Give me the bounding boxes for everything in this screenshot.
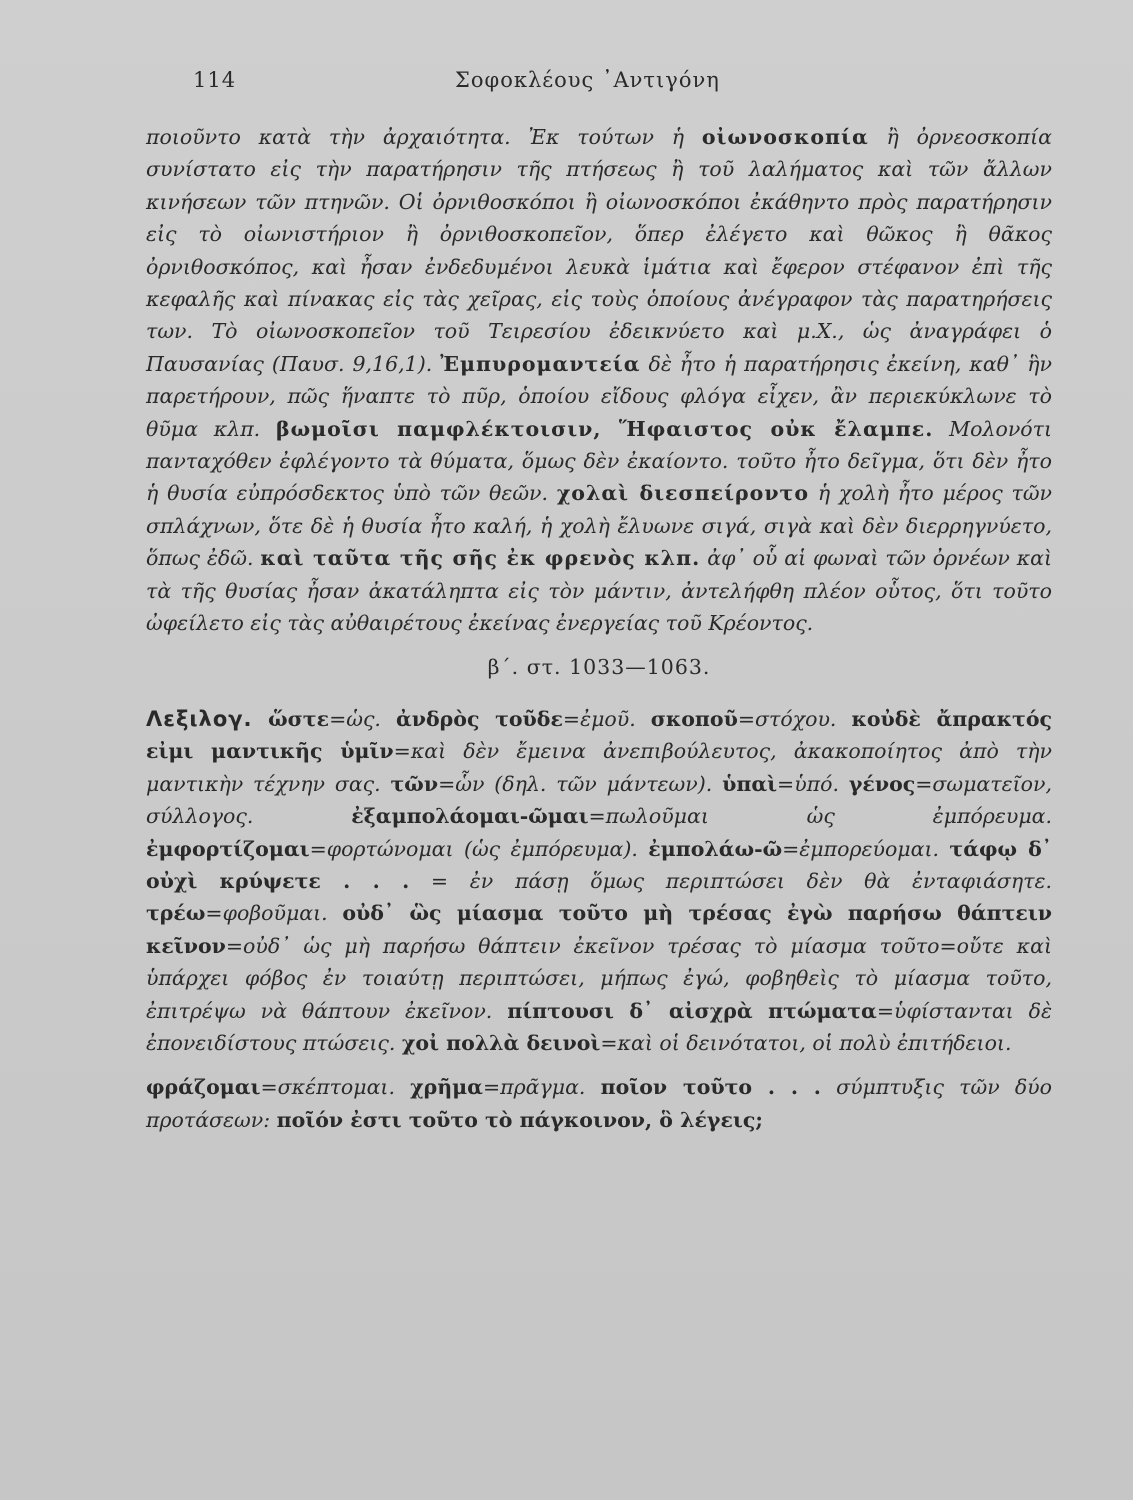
text-run: ποιοῦντο κατὰ τὴν ἀρχαιότητα. Ἐκ τούτων ἡ — [146, 125, 702, 149]
text-run: =φοβοῦμαι. — [205, 901, 343, 926]
commentary-paragraph — [146, 121, 1052, 640]
bold-term: οὐδ᾿ ὣς μίασμα τοῦτο μὴ τρέσας ἐγὼ παρήσω θάπτειν κεῖνον — [146, 901, 1052, 958]
bold-term: χοἰ πολλὰ δεινοὶ — [401, 1030, 601, 1055]
text-run: =ὑφίστανται δὲ ἐπονειδίστους πτώσεις. — [146, 998, 1052, 1055]
text-run: ἀφ᾿ οὗ αἱ φωναὶ τῶν ὀρνέων καὶ τὰ τῆς θυσίας ἦσαν ἀκατάληπτα εἰς τὸν μάντιν, ἀντελήφθη πλέον οὗτος, ὅτι τοῦτο ὠφείλετο εἰς τὰς αὐθαιρέτους ἐκείνας ἐνεργείας τοῦ Κρέοντος. — [146, 546, 1053, 636]
bold-term: ποῖον τοῦτο . . . — [600, 1075, 821, 1100]
text-run: =ὧν (δηλ. τῶν μάντεων). — [438, 771, 723, 796]
bold-term: Ἐμπυρομαντεία — [440, 351, 641, 376]
bold-term: ἐμπολάω-ῶ — [648, 836, 783, 861]
bold-term: βωμοῖσι παμφλέκτοισιν, Ἥφαιστος οὐκ ἔλαμπε. — [276, 416, 934, 441]
lexicon-label: Λεξιλογ. — [146, 706, 253, 731]
text-run: =ἐμπορεύομαι. — [782, 836, 950, 861]
bold-term: τῶν — [390, 771, 439, 796]
text-run: =ὑπό. — [777, 771, 849, 796]
bold-term: τάφῳ δ᾿ οὐχὶ κρύψετε . . . — [146, 836, 1052, 893]
text-run: =σωματεῖον, σύλλογος. — [146, 771, 1052, 829]
body-text — [146, 121, 1052, 1136]
text-run: ἡ χολὴ ἦτο μέρος τῶν σπλάχνων, ὅτε δὲ ἡ θυσία ἦτο καλή, ἡ χολὴ ἔλυωνε σιγά, σιγὰ καὶ δὲν διερρηγνύετο, ὅπως ἐδῶ. — [146, 481, 1052, 571]
bold-term: κοὐδὲ ἄπρακτός εἰμι μαντικῆς ὑμῖν — [146, 706, 1052, 764]
bold-term: φράζομαι — [146, 1075, 261, 1100]
bold-term: πίπτουσι δ᾿ αἰσχρὰ πτώματα — [507, 998, 877, 1023]
text-run: =ὡς. — [329, 706, 396, 731]
bold-term: ἐξαμπολάομαι-ῶμαι — [351, 804, 589, 829]
text-run: =σκέπτομαι. — [260, 1075, 411, 1100]
text-run: =πρᾶγμα. — [482, 1075, 601, 1100]
bold-term: ἀνδρὸς τοῦδε — [395, 706, 563, 731]
page-header — [0, 68, 1133, 102]
text-run: σύμπτυξις τῶν δύο προτάσεων: — [146, 1075, 1052, 1132]
bold-term: τρέω — [146, 901, 206, 926]
section-heading: β΄. στ. 1033—1063. — [487, 654, 711, 679]
bold-term: ὥστε — [252, 706, 330, 731]
text-run: δὲ ἦτο ἡ παρατήρησις ἐκείνη, καθ᾿ ἣν παρετήρουν, πῶς ἥναπτε τὸ πῦρ, ὁποίου εἴδους φλόγα εἶχεν, ἂν περιεκύκλωνε τὸ θῦμα κλπ. — [146, 351, 1052, 441]
lexicon-paragraph — [146, 703, 1052, 1059]
text-run: =πωλοῦμαι ὡς ἐμπόρευμα. — [588, 804, 1052, 829]
bold-term: καὶ ταῦτα τῆς σῆς ἐκ φρενὸς κλπ. — [260, 546, 701, 571]
text-run: =φορτώνομαι (ὡς ἐμπόρευμα). — [309, 836, 649, 861]
text-run: =οὐδ᾿ ὡς μὴ παρήσω θάπτειν ἐκεῖνον τρέσας τὸ μίασμα τοῦτο=οὔτε καὶ ὑπάρχει φόβος ἐν τοιαύτῃ περιπτώσει, μήπως ἐγώ, φοβηθεὶς τὸ μίασμα τοῦτο, ἐπιτρέψω νὰ θάπτουν ἐκεῖνον. — [146, 933, 1052, 1023]
bold-term: χρῆμα — [410, 1075, 483, 1100]
text-run: =ἐμοῦ. — [562, 706, 651, 731]
text-run: Μολονότι πανταχόθεν ἐφλέγοντο τὰ θύματα, ὅμως δὲν ἐκαίοντο. τοῦτο ἦτο δεῖγμα, ὅτι δὲν ἦτο ἡ θυσία εὐπρόσδεκτος ὑπὸ τῶν θεῶν. — [146, 416, 1053, 506]
running-title: Σοφοκλέους ᾿Αντιγόνη — [455, 68, 720, 92]
text-run: ἢ ὀρνεοσκοπία συνίστατο εἰς τὴν παρατήρησιν τῆς πτήσεως ἢ τοῦ λαλήματος καὶ τῶν ἄλλων κινήσεων τῶν πτηνῶν. Οἱ ὀρνιθοσκόποι ἢ οἰωνοσκόποι ἐκάθηντο πρὸς παρατήρησιν εἰς τὸ οἰωνιστήριον ἢ ὀρνιθοσκοπεῖον, ὅπερ ἐλέγετο καὶ θῶκος ἢ θᾶκος ὀρνιθοσκόπος, καὶ ἦσαν ἐνδεδυμένοι λευκὰ ἱμάτια καὶ ἔφερον στέφανον ἐπὶ τῆς κεφαλῆς καὶ πίνακας εἰς τὰς χεῖρας, εἰς τοὺς ὁποίους ἀνέγραφον τὰς παρατηρήσεις των. Τὸ οἰωνοσκοπεῖον τοῦ Τειρεσίου ἐδεικνύετο καὶ μ.Χ., ὡς ἀναγράφει ὁ Παυσανίας (Παυσ. 9,16,1). — [146, 125, 1052, 376]
page-number: 114 — [193, 68, 237, 92]
bold-term: χολαὶ διεσπείροντο — [556, 481, 810, 506]
bold-term: ὑπαὶ — [722, 771, 778, 796]
text-run: = ἐν πάσῃ ὅμως περιπτώσει δὲν θὰ ἐνταφιάσητε. — [409, 868, 1053, 893]
text-run: =στόχου. — [737, 706, 852, 731]
bold-term: ποῖόν ἐστι τοῦτο τὸ πάγκοινον, ὃ λέγεις; — [276, 1107, 763, 1132]
text-run: =καὶ δὲν ἔμεινα ἀνεπιβούλευτος, ἀκακοποίητος ἀπὸ τὴν μαντικὴν τέχνην σας. — [146, 739, 1052, 796]
bold-term: οἰωνοσκοπία — [701, 125, 869, 149]
bold-term: γένος — [848, 771, 916, 796]
lexicon-paragraph-2 — [146, 1071, 1052, 1136]
bold-term: ἐμφορτίζομαι — [146, 836, 310, 861]
bold-term: σκοποῦ — [650, 706, 738, 731]
text-run: =καὶ οἱ δεινότατοι, οἱ πολὺ ἐπιτήδειοι. — [600, 1030, 1012, 1055]
